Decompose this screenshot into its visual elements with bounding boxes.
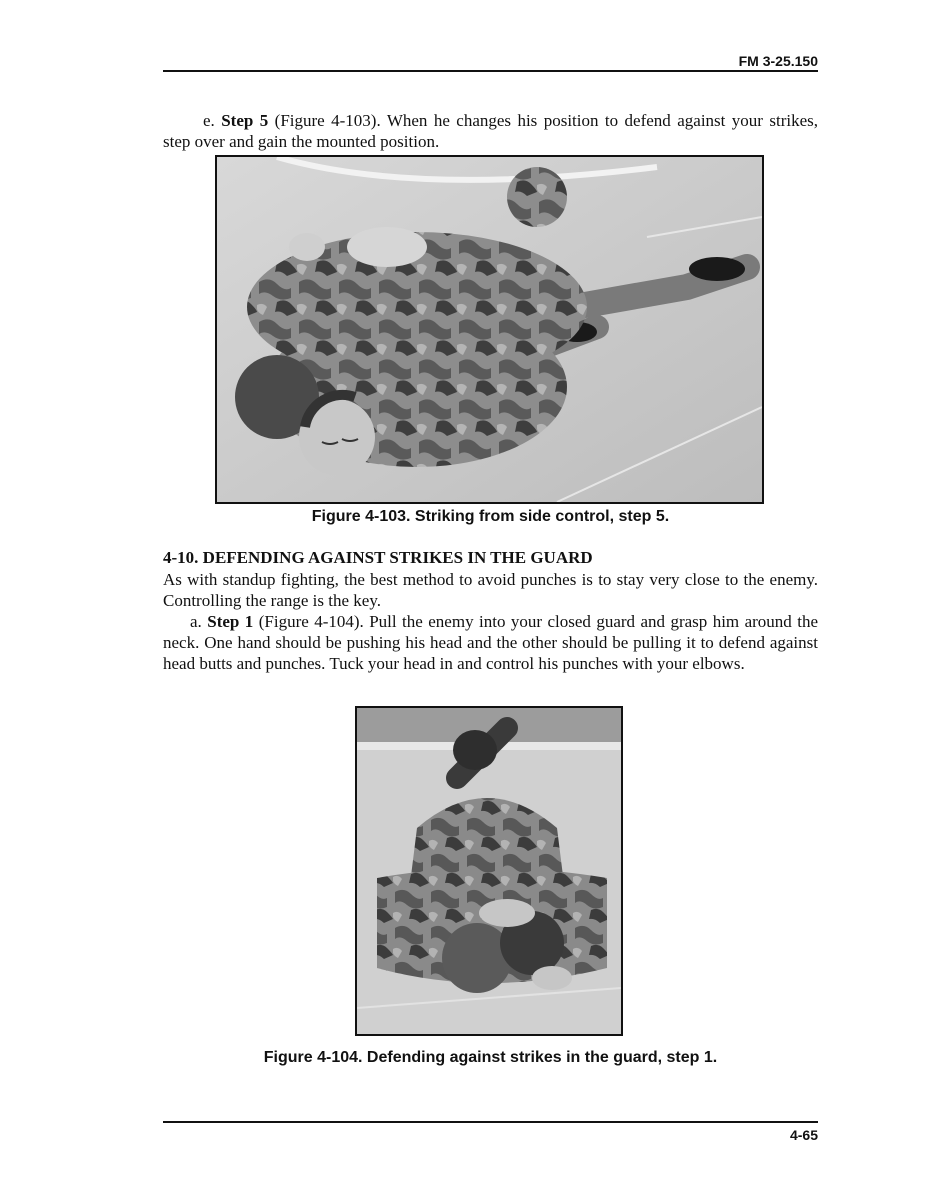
section-heading: 4-10. DEFENDING AGAINST STRIKES IN THE GUARD xyxy=(163,548,593,567)
step-label: Step 5 xyxy=(221,111,269,130)
section-intro: As with standup fighting, the best method to avoid punches is to stay very close to the enemy. Controlling the range is the key. xyxy=(163,570,818,610)
figure-4-103-photo xyxy=(215,155,764,504)
paragraph-body: (Figure 4-103). When he changes his position to defend against your strikes, step over and gain the mounted position. xyxy=(163,111,819,151)
paragraph-step-5 xyxy=(163,110,818,152)
paragraph-prefix: e. xyxy=(203,111,222,130)
figure-4-104-photo xyxy=(355,706,623,1036)
header-rule xyxy=(163,70,818,72)
step-label: Step 1 xyxy=(207,612,254,631)
footer-rule xyxy=(163,1121,818,1123)
figure-4-104-caption: Figure 4-104. Defending against strikes in the guard, step 1. xyxy=(263,1049,718,1066)
page-number: 4-65 xyxy=(789,1127,818,1143)
paragraph-step-1 xyxy=(163,611,818,674)
paragraph-body: (Figure 4-104). Pull the enemy into your closed guard and grasp him around the neck. One hand should be pushing his head and the other should be pulling it to defend against head butts and punches. Tuck your head in and control his punches with your elbows. xyxy=(163,612,819,673)
document-id: FM 3-25.150 xyxy=(738,53,818,69)
paragraph-prefix: a. xyxy=(190,612,208,631)
figure-4-103-caption: Figure 4-103. Striking from side control, step 5. xyxy=(311,508,670,525)
